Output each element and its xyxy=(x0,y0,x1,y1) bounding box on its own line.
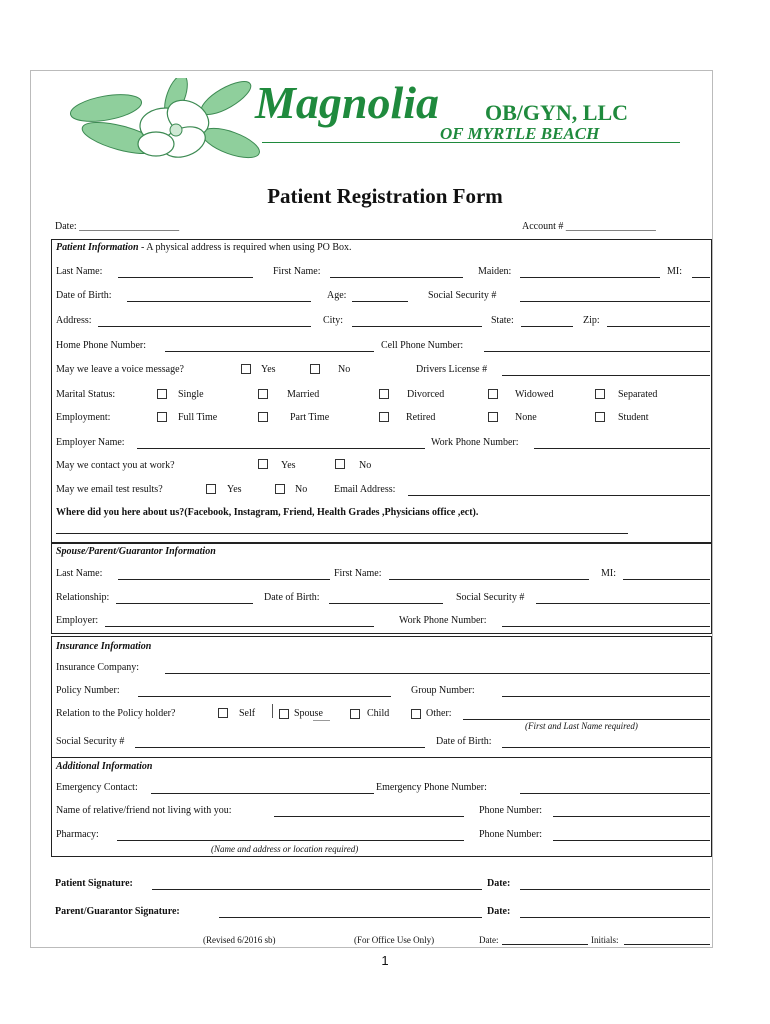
insurance-section xyxy=(51,636,712,758)
g-last-name-label: Last Name: xyxy=(56,568,103,579)
ssn-input[interactable] xyxy=(520,301,710,302)
insurance-heading: Insurance Information xyxy=(56,641,152,652)
emergency-contact-label: Emergency Contact: xyxy=(56,782,138,793)
pharmacy-label: Pharmacy: xyxy=(56,829,99,840)
maiden-label: Maiden: xyxy=(478,266,512,277)
office-initials-label: Initials: xyxy=(591,935,619,945)
logo-underline xyxy=(262,142,680,143)
patient-sig-date-label: Date: xyxy=(487,878,511,889)
home-phone-label: Home Phone Number: xyxy=(56,340,146,351)
referral-question: Where did you here about us?(Facebook, Instagram, Friend, Health Grades ,Physicians office ,ect). xyxy=(56,507,479,518)
other-input[interactable] xyxy=(463,719,710,720)
city-label: City: xyxy=(323,315,344,326)
relative-label: Name of relative/friend not living with you: xyxy=(56,805,232,816)
guarantor-sig-date-input[interactable] xyxy=(520,917,710,918)
other-label: Other: xyxy=(426,708,452,719)
g-last-name-input[interactable] xyxy=(118,579,330,580)
part-time-checkbox[interactable] xyxy=(258,412,268,422)
age-input[interactable] xyxy=(352,301,408,302)
child-checkbox[interactable] xyxy=(350,709,360,719)
separated-label: Separated xyxy=(618,389,658,400)
email-yes-label: Yes xyxy=(227,484,242,495)
insurance-company-input[interactable] xyxy=(165,673,710,674)
state-label: State: xyxy=(491,315,514,326)
emergency-contact-input[interactable] xyxy=(151,793,374,794)
cell-phone-input[interactable] xyxy=(484,351,710,352)
first-name-input[interactable] xyxy=(330,277,463,278)
patient-signature-input[interactable] xyxy=(152,889,482,890)
page-number: 1 xyxy=(381,953,389,968)
date-field[interactable]: Date: ____________________ xyxy=(55,221,180,232)
section-heading: Patient Information xyxy=(56,242,139,253)
patient-info-heading-row xyxy=(56,242,352,254)
g-mi-label: MI: xyxy=(601,568,616,579)
spouse-label: Spouse xyxy=(294,708,323,719)
full-time-checkbox[interactable] xyxy=(157,412,167,422)
revised-note: (Revised 6/2016 sb) xyxy=(203,935,276,945)
home-phone-input[interactable] xyxy=(165,351,374,352)
divorced-checkbox[interactable] xyxy=(379,389,389,399)
guarantor-heading: Spouse/Parent/Guarantor Information xyxy=(56,546,216,557)
email-yes-checkbox[interactable] xyxy=(206,484,216,494)
insurance-company-label: Insurance Company: xyxy=(56,662,140,673)
g-dob-label: Date of Birth: xyxy=(264,592,320,603)
g-relationship-input[interactable] xyxy=(116,603,253,604)
student-label: Student xyxy=(618,412,649,423)
ins-dob-label: Date of Birth: xyxy=(436,736,492,747)
drivers-license-label: Drivers License # xyxy=(416,364,488,375)
self-checkbox[interactable] xyxy=(218,708,228,718)
retired-checkbox[interactable] xyxy=(379,412,389,422)
section-note: - A physical address is required when using PO Box. xyxy=(138,242,352,253)
additional-heading: Additional Information xyxy=(56,761,153,772)
voice-no-label: No xyxy=(338,364,351,375)
separated-checkbox[interactable] xyxy=(595,389,605,399)
dob-label: Date of Birth: xyxy=(56,290,112,301)
widowed-label: Widowed xyxy=(515,389,554,400)
self-label: Self xyxy=(239,708,256,719)
divorced-label: Divorced xyxy=(407,389,445,400)
email-results-label: May we email test results? xyxy=(56,484,163,495)
divider xyxy=(272,704,273,718)
last-name-input[interactable] xyxy=(118,277,253,278)
zip-input[interactable] xyxy=(607,326,710,327)
work-phone-input[interactable] xyxy=(534,448,710,449)
pharmacy-phone-input[interactable] xyxy=(553,840,710,841)
last-name-label: Last Name: xyxy=(56,266,103,277)
magnolia-flower-icon xyxy=(66,78,266,168)
voice-no-checkbox[interactable] xyxy=(310,364,320,374)
group-number-label: Group Number: xyxy=(411,685,475,696)
contact-no-checkbox[interactable] xyxy=(335,459,345,469)
address-label: Address: xyxy=(56,315,92,326)
voice-yes-checkbox[interactable] xyxy=(241,364,251,374)
relative-phone-label: Phone Number: xyxy=(479,805,543,816)
voice-message-label: May we leave a voice message? xyxy=(56,364,184,375)
g-ssn-label: Social Security # xyxy=(456,592,525,603)
g-employer-label: Employer: xyxy=(56,615,99,626)
first-name-label: First Name: xyxy=(273,266,321,277)
contact-yes-label: Yes xyxy=(281,460,296,471)
emergency-phone-label: Emergency Phone Number: xyxy=(376,782,487,793)
email-no-label: No xyxy=(295,484,308,495)
maiden-input[interactable] xyxy=(520,277,660,278)
contact-yes-checkbox[interactable] xyxy=(258,459,268,469)
group-number-input[interactable] xyxy=(502,696,710,697)
city-input[interactable] xyxy=(352,326,482,327)
child-label: Child xyxy=(367,708,390,719)
g-dob-input[interactable] xyxy=(329,603,443,604)
contact-work-label: May we contact you at work? xyxy=(56,460,175,471)
logo-suffix: OB/GYN, LLC xyxy=(485,100,629,125)
office-initials-input[interactable] xyxy=(624,944,710,945)
none-checkbox[interactable] xyxy=(488,412,498,422)
guarantor-signature-label: Parent/Guarantor Signature: xyxy=(55,906,180,917)
account-field[interactable]: Account # __________________ xyxy=(522,221,656,232)
policy-number-input[interactable] xyxy=(138,696,391,697)
single-label: Single xyxy=(178,389,204,400)
office-use-note: (For Office Use Only) xyxy=(354,935,435,945)
logo-location: OF MYRTLE BEACH xyxy=(440,124,600,143)
none-label: None xyxy=(515,412,537,423)
g-first-name-label: First Name: xyxy=(334,568,382,579)
widowed-checkbox[interactable] xyxy=(488,389,498,399)
work-phone-label: Work Phone Number: xyxy=(431,437,519,448)
pharmacy-phone-label: Phone Number: xyxy=(479,829,543,840)
employer-name-input[interactable] xyxy=(137,448,425,449)
policy-number-label: Policy Number: xyxy=(56,685,120,696)
g-mi-input[interactable] xyxy=(623,579,710,580)
referral-input[interactable] xyxy=(56,533,628,534)
office-date-input[interactable] xyxy=(502,944,588,945)
married-label: Married xyxy=(287,389,320,400)
retired-label: Retired xyxy=(406,412,436,423)
email-no-checkbox[interactable] xyxy=(275,484,285,494)
ins-ssn-label: Social Security # xyxy=(56,736,125,747)
pharmacy-note: (Name and address or location required) xyxy=(211,844,359,854)
employment-label: Employment: xyxy=(56,412,111,423)
pharmacy-input[interactable] xyxy=(117,840,464,841)
g-first-name-input[interactable] xyxy=(389,579,589,580)
zip-label: Zip: xyxy=(583,315,600,326)
single-checkbox[interactable] xyxy=(157,389,167,399)
office-date-label: Date: xyxy=(479,935,499,945)
page-title: Patient Registration Form xyxy=(267,184,503,208)
drivers-license-input[interactable] xyxy=(502,375,710,376)
contact-no-label: No xyxy=(359,460,372,471)
other-checkbox[interactable] xyxy=(411,709,421,719)
g-work-phone-input[interactable] xyxy=(502,626,710,627)
guarantor-sig-date-label: Date: xyxy=(487,906,511,917)
logo-brand: Magnolia xyxy=(255,77,440,128)
mi-input[interactable] xyxy=(692,277,710,278)
married-checkbox[interactable] xyxy=(258,389,268,399)
address-input[interactable] xyxy=(98,326,311,327)
relative-input[interactable] xyxy=(274,816,464,817)
state-input[interactable] xyxy=(521,326,573,327)
mi-label: MI: xyxy=(667,266,682,277)
ins-ssn-input[interactable] xyxy=(135,747,425,748)
patient-sig-date-input[interactable] xyxy=(520,889,710,890)
g-ssn-input[interactable] xyxy=(536,603,710,604)
spouse-underline xyxy=(313,720,330,721)
email-address-label: Email Address: xyxy=(334,484,396,495)
student-checkbox[interactable] xyxy=(595,412,605,422)
marital-label: Marital Status: xyxy=(56,389,116,400)
age-label: Age: xyxy=(327,290,347,301)
cell-phone-label: Cell Phone Number: xyxy=(381,340,464,351)
part-time-label: Part Time xyxy=(290,412,330,423)
voice-yes-label: Yes xyxy=(261,364,276,375)
guarantor-signature-input[interactable] xyxy=(219,917,482,918)
g-employer-input[interactable] xyxy=(105,626,374,627)
employer-name-label: Employer Name: xyxy=(56,437,125,448)
email-address-input[interactable] xyxy=(408,495,710,496)
relative-phone-input[interactable] xyxy=(553,816,710,817)
patient-signature-label: Patient Signature: xyxy=(55,878,133,889)
g-relationship-label: Relationship: xyxy=(56,592,110,603)
emergency-phone-input[interactable] xyxy=(520,793,710,794)
dob-input[interactable] xyxy=(127,301,311,302)
ssn-label: Social Security # xyxy=(428,290,497,301)
g-work-phone-label: Work Phone Number: xyxy=(399,615,487,626)
relation-label: Relation to the Policy holder? xyxy=(56,708,176,719)
ins-dob-input[interactable] xyxy=(502,747,710,748)
full-time-label: Full Time xyxy=(178,412,218,423)
name-required-note: (First and Last Name required) xyxy=(525,721,638,731)
spouse-checkbox[interactable] xyxy=(279,709,289,719)
